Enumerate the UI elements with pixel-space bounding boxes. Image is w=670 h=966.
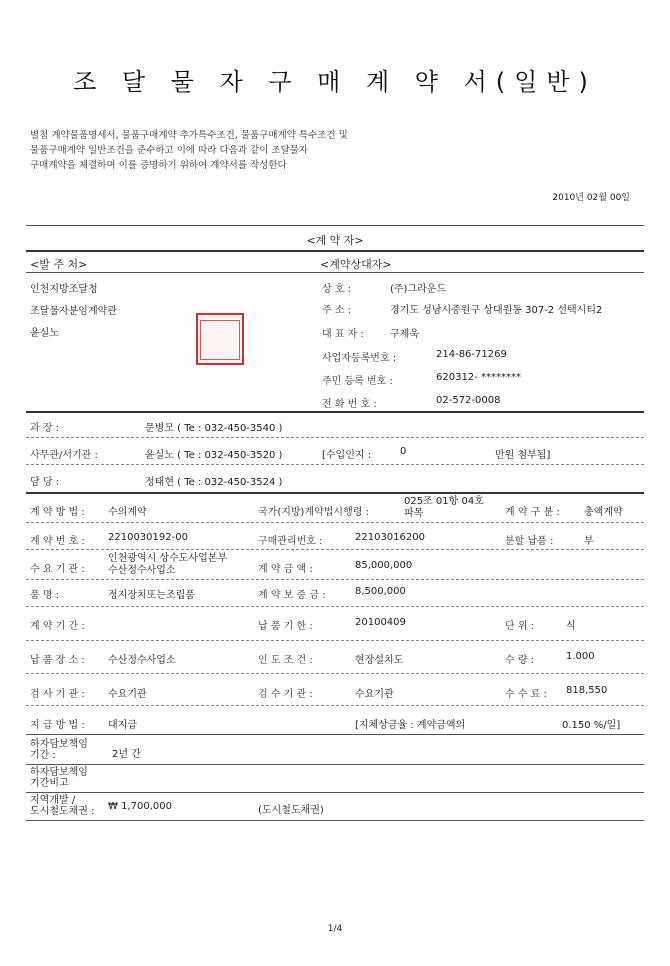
purchase-no-value: 22103016200: [355, 532, 425, 543]
seller-bizno-label: 사업자등록번호 :: [322, 353, 397, 364]
period-label: 계 약 기 간 :: [30, 621, 85, 632]
warranty-rate-line: 하자담보책임: [30, 767, 88, 778]
clerk-label: 사무관/서기관 :: [30, 450, 98, 461]
inspect-value: 수요기관: [108, 689, 147, 700]
late-rate: 0.150 %/일]: [562, 720, 621, 731]
seller-company-label: 상 호 :: [322, 284, 352, 295]
split-value: 부: [584, 536, 594, 547]
divider: [26, 411, 644, 413]
item-value: 정지장치또는조립품: [108, 590, 195, 601]
divider: [26, 250, 644, 252]
pay-label: 지 급 방 법 :: [30, 720, 85, 731]
buyer-org: 인천지방조달청: [30, 284, 98, 295]
section-buyer: <발 주 처>: [30, 258, 88, 271]
qty-label: 수 량 :: [505, 655, 535, 666]
bond-label-line: 지역개발 /: [30, 795, 76, 806]
pay-value: 대지급: [108, 720, 137, 731]
type-value: 총액계약: [584, 507, 623, 518]
buyer-officer-title: 조달물자분임계약관: [30, 306, 117, 317]
divider: [26, 764, 644, 765]
clerk-value: 윤실노 ( Te : 032-450-3520 ): [145, 450, 283, 461]
revenue-stamp-value: 0: [400, 446, 407, 457]
law-line: 파목: [404, 508, 424, 519]
divider: [26, 640, 644, 641]
intro-line: 물품구매계약 일반조건을 준수하고 이에 따라 다음과 같이 조달물자: [30, 145, 309, 156]
law-line: 025조 01항 04호: [404, 496, 484, 507]
demand-line: 수산정수사업소: [108, 565, 176, 576]
divider: [26, 820, 644, 821]
official-seal: [196, 313, 244, 365]
bond-note: (도시철도채권): [258, 805, 324, 816]
divider: [26, 492, 644, 494]
delivery-label: 납 품 기 한 :: [258, 621, 313, 632]
law-label: 국가(지방)계약법시행령 :: [258, 507, 369, 518]
method-value: 수의계약: [108, 507, 147, 518]
item-label: 품 명 :: [30, 590, 60, 601]
manager-label: 담 당 :: [30, 477, 60, 488]
seller-company: (주)그라운드: [390, 284, 447, 295]
deposit-label: 계 약 보 증 금 :: [258, 590, 326, 601]
delivery-value: 20100409: [355, 617, 406, 628]
divider: [26, 225, 644, 226]
law-value: [404, 496, 484, 520]
revenue-stamp-label: [수입인지 :: [322, 450, 372, 461]
demand-value: [108, 553, 227, 577]
no-value: 2210030192-00: [108, 532, 188, 543]
receive-value: 수요기관: [355, 689, 394, 700]
seller-address-label: 주 소 :: [322, 305, 352, 316]
page-number: 1/4: [327, 924, 343, 934]
warranty-rate-label: [30, 767, 88, 789]
seller-ceo-label: 대 표 자 :: [322, 329, 364, 340]
seller-phone: 02-572-0008: [436, 395, 501, 406]
amount-label: 계 약 금 액 :: [258, 564, 313, 575]
warranty-rate-line: 기간비고: [30, 778, 69, 789]
demand-label: 수 요 기 관 :: [30, 564, 85, 575]
deposit-value: 8,500,000: [355, 586, 406, 597]
demand-line: 인천광역시 상수도사업본부: [108, 553, 228, 564]
qty-value: 1.000: [566, 651, 595, 662]
place-value: 수산정수사업소: [108, 655, 176, 666]
bond-label-line: 도시철도채권 :: [30, 806, 95, 817]
divider: [26, 734, 644, 735]
divider: [26, 579, 644, 580]
unit-label: 단 위 :: [505, 621, 535, 632]
intro-paragraph: [30, 128, 640, 173]
seller-idno-label: 주민 등록 번호 :: [322, 376, 393, 387]
seller-address: 경기도 성남시중원구 상대원동 307-2 선택시티2: [390, 305, 603, 316]
divider: [26, 522, 644, 523]
seller-ceo: 구제욱: [390, 329, 419, 340]
section-contractors: <계 약 자>: [306, 234, 364, 247]
manager-value: 정태현 ( Te : 032-450-3524 ): [145, 477, 283, 488]
chief-value: 문병모 ( Te : 032-450-3540 ): [145, 423, 283, 434]
no-label: 계 약 번 호 :: [30, 536, 85, 547]
late-label: [지체상금율 : 계약금액의: [355, 720, 466, 731]
warranty-label-line: 기간 :: [30, 750, 56, 761]
method-label: 계 약 방 법 :: [30, 507, 85, 518]
divider: [26, 792, 644, 793]
type-label: 계 약 구 분 :: [505, 507, 560, 518]
intro-line: 별첨 계약물품명세서, 물품구매계약 추가특수조건, 물품구매계약 특수조건 및: [30, 130, 348, 141]
bond-value: ₩ 1,700,000: [108, 801, 172, 812]
chief-label: 과 장 :: [30, 423, 60, 434]
seller-idno: 620312- ********: [436, 372, 521, 383]
handover-label: 인 도 조 건 :: [258, 655, 313, 666]
document-title: 조 달 물 자 구 매 계 약 서(일반): [73, 68, 597, 96]
fee-label: 수 수 료 :: [505, 689, 547, 700]
contract-date: 2010년 02월 00일: [552, 193, 630, 203]
buyer-officer-name: 윤실노: [30, 328, 59, 339]
revenue-stamp-tail: 만원 첨부됨]: [495, 450, 551, 461]
divider: [26, 606, 644, 607]
place-label: 납 품 장 소 :: [30, 655, 85, 666]
intro-line: 구매계약을 체결하며 이를 증명하기 위하여 계약서를 작성한다: [30, 160, 287, 171]
amount-value: 85,000,000: [355, 560, 413, 571]
divider: [26, 464, 644, 465]
warranty-value: 2년 간: [112, 749, 141, 760]
divider: [26, 705, 644, 706]
seller-bizno: 214-86-71269: [436, 349, 507, 360]
divider: [26, 549, 644, 550]
warranty-label: [30, 739, 88, 761]
divider: [26, 673, 644, 674]
unit-value: 식: [566, 621, 576, 632]
inspect-label: 검 사 기 관 :: [30, 689, 85, 700]
warranty-label-line: 하자담보책임: [30, 739, 88, 750]
divider: [26, 272, 644, 273]
split-label: 분할 납품 :: [505, 536, 554, 547]
receive-label: 검 수 기 관 :: [258, 689, 313, 700]
fee-value: 818,550: [566, 685, 608, 696]
divider: [26, 437, 644, 438]
section-seller: <계약상대자>: [320, 258, 392, 271]
seller-phone-label: 전 화 번 호 :: [322, 399, 377, 410]
handover-value: 현장설치도: [355, 655, 404, 666]
purchase-no-label: 구매관리번호 :: [258, 536, 323, 547]
bond-label: [30, 795, 95, 817]
